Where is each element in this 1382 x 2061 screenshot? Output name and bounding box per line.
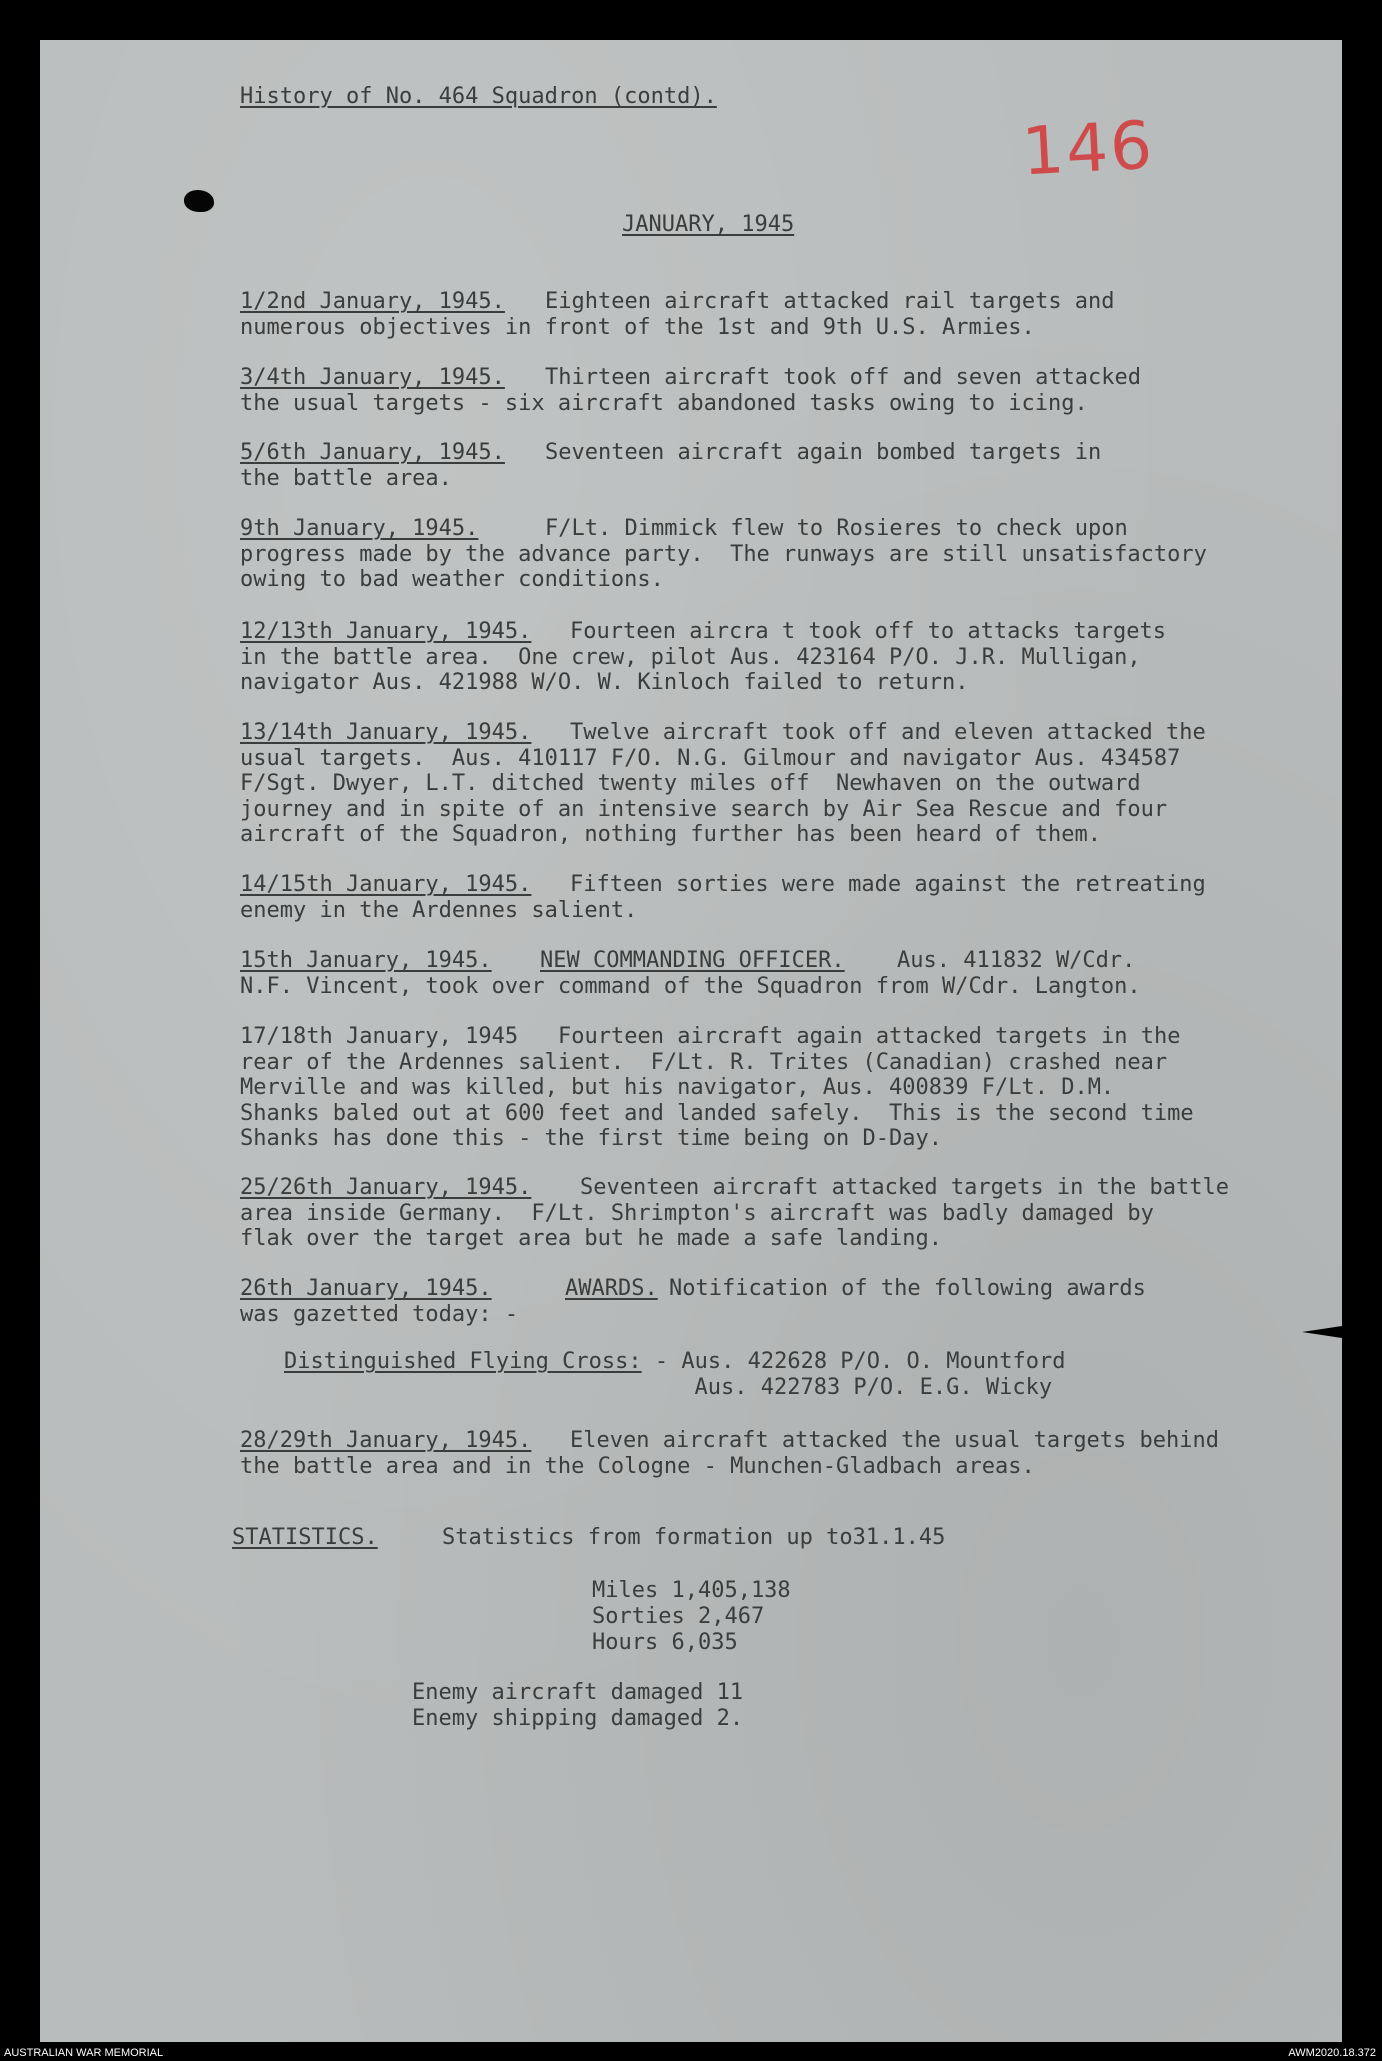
- entry-text: Shanks has done this - the first time being on D-Day.: [240, 1126, 942, 1151]
- entry-text: F/Lt. Dimmick flew to Rosieres to check upon: [545, 516, 1128, 541]
- entry: [240, 1276, 1146, 1327]
- entry-text: usual targets. Aus. 410117 F/O. N.G. Gilmour and navigator Aus. 434587: [240, 745, 1181, 771]
- entry-text: Merville and was killed, but his navigator, Aus. 400839 F/Lt. D.M.: [240, 1075, 1115, 1100]
- month-heading: JANUARY, 1945: [622, 212, 795, 237]
- entry-text: area inside Germany. F/Lt. Shrimpton's aircraft was badly damaged by: [240, 1200, 1154, 1226]
- entry-date: 5/6th January, 1945.: [240, 440, 505, 465]
- entry-text: Twelve aircraft took off and eleven attacked the: [570, 720, 1206, 745]
- statistics-description: Statistics from formation up to31.1.45: [442, 1525, 946, 1550]
- entry-date: 17/18th January, 1945: [240, 1024, 519, 1049]
- enemy-statistic: Enemy shipping damaged 2.: [412, 1706, 744, 1731]
- entry-text: Eleven aircraft attacked the usual targets behind: [570, 1428, 1220, 1453]
- entry-text: numerous objectives in front of the 1st and 9th U.S. Armies.: [240, 314, 1035, 340]
- statistic-line: Miles 1,405,138: [592, 1578, 791, 1603]
- statistic-line: Hours 6,035: [592, 1630, 738, 1655]
- entry-text: Seventeen aircraft attacked targets in the battle: [580, 1175, 1230, 1200]
- entry: [240, 872, 1206, 923]
- entry-text: Fourteen aircra t took off to attacks targets: [570, 619, 1167, 644]
- entry-text: Notification of the following awards: [669, 1276, 1146, 1301]
- entry-text: Fourteen aircraft again attacked targets in the: [558, 1024, 1181, 1049]
- entry-text: aircraft of the Squadron, nothing further has been heard of them.: [240, 822, 1101, 847]
- statistic-line: Sorties 2,467: [592, 1604, 765, 1629]
- entry-date: 13/14th January, 1945.: [240, 720, 532, 745]
- handwritten-page-number: 146: [1020, 106, 1156, 191]
- entry: [240, 948, 1141, 999]
- entry-text: rear of the Ardennes salient. F/Lt. R. Trites (Canadian) crashed near: [240, 1049, 1168, 1075]
- entry: [240, 619, 1166, 696]
- entry-text: Shanks baled out at 600 feet and landed safely. This is the second time: [240, 1100, 1194, 1126]
- entry-text: was gazetted today: -: [240, 1301, 519, 1327]
- entry-date: 9th January, 1945.: [240, 516, 479, 541]
- entry-text: owing to bad weather conditions.: [240, 567, 664, 592]
- entry-date: 28/29th January, 1945.: [240, 1428, 532, 1453]
- entry-text: F/Sgt. Dwyer, L.T. ditched twenty miles off Newhaven on the outward: [240, 771, 1141, 796]
- awards-heading: NEW COMMANDING OFFICER.: [540, 948, 845, 973]
- entry-text: progress made by the advance party. The runways are still unsatisfactory: [240, 541, 1207, 567]
- entry-text: Eighteen aircraft attacked rail targets and: [545, 289, 1115, 314]
- entry-text: flak over the target area but he made a safe landing.: [240, 1226, 942, 1251]
- entry-text: Thirteen aircraft took off and seven attacked: [545, 365, 1142, 390]
- entry-text: Fifteen sorties were made against the retreating: [570, 872, 1206, 897]
- entry: [240, 1175, 1229, 1252]
- statistics-label: STATISTICS.: [232, 1525, 378, 1550]
- entry-text: in the battle area. One crew, pilot Aus. 423164 P/O. J.R. Mulligan,: [240, 644, 1141, 670]
- award-name: Distinguished Flying Cross:: [284, 1349, 642, 1374]
- awards-table: [284, 1349, 1065, 1400]
- entry: [240, 516, 1207, 593]
- entry-text: journey and in spite of an intensive search by Air Sea Rescue and four: [240, 796, 1168, 822]
- entry: [240, 440, 1101, 491]
- award-recipient: - Aus. 422628 P/O. O. Mountford: [654, 1349, 1066, 1374]
- awards-heading: AWARDS.: [565, 1276, 658, 1301]
- award-recipient: Aus. 422783 P/O. E.G. Wicky: [668, 1374, 1053, 1400]
- entry-text: enemy in the Ardennes salient.: [240, 897, 638, 923]
- entry-date: 15th January, 1945.: [240, 948, 492, 973]
- entry-date: 14/15th January, 1945.: [240, 872, 532, 897]
- entry-date: 1/2nd January, 1945.: [240, 289, 505, 314]
- paper-tear: [1302, 1326, 1342, 1338]
- entry: [240, 720, 1206, 848]
- entry-date: 3/4th January, 1945.: [240, 365, 505, 390]
- entry-text: N.F. Vincent, took over command of the Squadron from W/Cdr. Langton.: [240, 973, 1141, 999]
- document-header: History of No. 464 Squadron (contd).: [240, 84, 717, 109]
- entry-date: 25/26th January, 1945.: [240, 1175, 532, 1200]
- enemy-statistic: Enemy aircraft damaged 11: [412, 1680, 744, 1705]
- entry-text: Seventeen aircraft again bombed targets in: [545, 440, 1102, 465]
- entry: [240, 365, 1141, 416]
- entry-text: navigator Aus. 421988 W/O. W. Kinloch failed to return.: [240, 670, 969, 695]
- entry-date: 26th January, 1945.: [240, 1276, 492, 1301]
- punch-hole: [184, 190, 214, 212]
- entry-text: the battle area.: [240, 465, 452, 491]
- footer-reference: AWM2020.18.372: [1288, 2047, 1376, 2059]
- entry-text: the usual targets - six aircraft abandoned tasks owing to icing.: [240, 390, 1088, 416]
- entry: [240, 289, 1115, 340]
- entry: [240, 1428, 1219, 1479]
- entry-text: Aus. 411832 W/Cdr.: [897, 948, 1136, 973]
- footer-credit: AUSTRALIAN WAR MEMORIAL: [4, 2047, 164, 2059]
- entry-date: 12/13th January, 1945.: [240, 619, 532, 644]
- entry-text: the battle area and in the Cologne - Munchen-Gladbach areas.: [240, 1453, 1035, 1479]
- entry: [240, 1024, 1194, 1152]
